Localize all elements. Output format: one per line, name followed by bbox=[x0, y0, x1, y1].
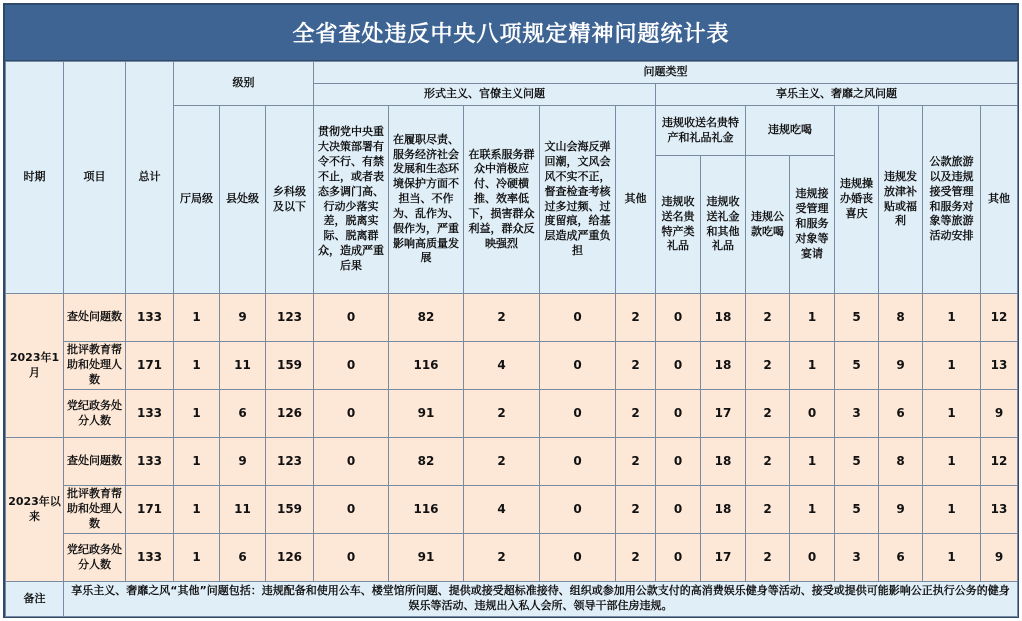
header-formalism-other: 其他 bbox=[616, 106, 656, 294]
value-cell: 0 bbox=[540, 534, 616, 582]
header-dining-group: 违规吃喝 bbox=[746, 106, 835, 156]
item-cell: 查处问题数 bbox=[64, 438, 126, 486]
value-cell: 11 bbox=[220, 486, 266, 534]
value-cell: 1 bbox=[923, 390, 981, 438]
value-cell: 133 bbox=[126, 438, 174, 486]
item-cell: 批评教育帮助和处理人数 bbox=[64, 486, 126, 534]
value-cell: 159 bbox=[266, 342, 314, 390]
value-cell: 9 bbox=[879, 486, 923, 534]
header-gift-group: 违规收送名贵特产和礼品礼金 bbox=[656, 106, 746, 156]
header-formalism-col-1: 贯彻党中央重大决策部署有令不行、有禁不止，或者表态多调门高、行动少落实差，脱离实际、脱离群众，造成严重后果 bbox=[314, 106, 389, 294]
period-cell: 2023年1月 bbox=[6, 294, 64, 438]
value-cell: 2 bbox=[616, 486, 656, 534]
value-cell: 6 bbox=[220, 534, 266, 582]
value-cell: 3 bbox=[835, 534, 879, 582]
value-cell: 17 bbox=[701, 534, 746, 582]
value-cell: 8 bbox=[879, 438, 923, 486]
value-cell: 133 bbox=[126, 294, 174, 342]
value-cell: 12 bbox=[981, 438, 1018, 486]
value-cell: 0 bbox=[314, 486, 389, 534]
header-hedonism-travel: 公款旅游以及违规接受管理和服务对象等旅游活动安排 bbox=[923, 106, 981, 294]
value-cell: 82 bbox=[389, 438, 464, 486]
table-row bbox=[6, 534, 1018, 582]
header-gift-money: 违规收送礼金和其他礼品 bbox=[701, 156, 746, 294]
header-dining-public: 违规公款吃喝 bbox=[746, 156, 790, 294]
table-row bbox=[6, 342, 1018, 390]
value-cell: 0 bbox=[540, 486, 616, 534]
value-cell: 5 bbox=[835, 342, 879, 390]
value-cell: 1 bbox=[790, 438, 835, 486]
value-cell: 9 bbox=[981, 534, 1018, 582]
value-cell: 2 bbox=[746, 390, 790, 438]
value-cell: 1 bbox=[174, 390, 220, 438]
value-cell: 171 bbox=[126, 486, 174, 534]
value-cell: 0 bbox=[540, 342, 616, 390]
period-cell: 2023年以来 bbox=[6, 438, 64, 582]
value-cell: 0 bbox=[656, 438, 701, 486]
value-cell: 0 bbox=[656, 486, 701, 534]
table-row bbox=[6, 438, 1018, 486]
header-level-xiang: 乡科级及以下 bbox=[266, 106, 314, 294]
table-row bbox=[6, 294, 1018, 342]
value-cell: 2 bbox=[464, 438, 540, 486]
note-row bbox=[6, 582, 1018, 617]
value-cell: 2 bbox=[464, 294, 540, 342]
value-cell: 8 bbox=[879, 294, 923, 342]
value-cell: 4 bbox=[464, 486, 540, 534]
header-dining-banquet: 违规接受管理和服务对象等宴请 bbox=[790, 156, 835, 294]
header-hedonism-subsidy: 违规发放津补贴或福利 bbox=[879, 106, 923, 294]
value-cell: 2 bbox=[746, 294, 790, 342]
value-cell: 1 bbox=[790, 294, 835, 342]
value-cell: 17 bbox=[701, 390, 746, 438]
table-title: 全省查处违反中央八项规定精神问题统计表 bbox=[5, 5, 1017, 61]
header-level-ting: 厅局级 bbox=[174, 106, 220, 294]
value-cell: 0 bbox=[314, 342, 389, 390]
value-cell: 0 bbox=[314, 294, 389, 342]
value-cell: 0 bbox=[314, 438, 389, 486]
value-cell: 6 bbox=[220, 390, 266, 438]
value-cell: 1 bbox=[174, 486, 220, 534]
item-cell: 批评教育帮助和处理人数 bbox=[64, 342, 126, 390]
value-cell: 5 bbox=[835, 486, 879, 534]
header-formalism-col-4: 文山会海反弹回潮，文风会风不实不正，督查检查考核过多过频、过度留痕，给基层造成严重负担 bbox=[540, 106, 616, 294]
value-cell: 0 bbox=[790, 390, 835, 438]
item-cell: 党纪政务处分人数 bbox=[64, 534, 126, 582]
value-cell: 0 bbox=[656, 534, 701, 582]
value-cell: 133 bbox=[126, 534, 174, 582]
value-cell: 133 bbox=[126, 390, 174, 438]
value-cell: 9 bbox=[879, 342, 923, 390]
value-cell: 0 bbox=[314, 390, 389, 438]
value-cell: 91 bbox=[389, 390, 464, 438]
header-formalism-col-3: 在联系服务群众中消极应付、冷硬横推、效率低下，损害群众利益，群众反映强烈 bbox=[464, 106, 540, 294]
value-cell: 2 bbox=[746, 438, 790, 486]
header-row-1 bbox=[6, 62, 1018, 84]
value-cell: 2 bbox=[616, 534, 656, 582]
value-cell: 123 bbox=[266, 294, 314, 342]
value-cell: 6 bbox=[879, 390, 923, 438]
header-level: 级别 bbox=[174, 62, 314, 106]
note-text: 享乐主义、奢靡之风“其他”问题包括：违规配备和使用公车、楼堂馆所问题、提供或接受超标准接待、组织或参加用公款支付的高消费娱乐健身等活动、接受或提供可能影响公正执行公务的健身娱乐等活动、违规出入私人会所、领导干部住房违规。 bbox=[64, 582, 1018, 617]
value-cell: 18 bbox=[701, 438, 746, 486]
item-cell: 党纪政务处分人数 bbox=[64, 390, 126, 438]
header-formalism-group: 形式主义、官僚主义问题 bbox=[314, 84, 656, 106]
value-cell: 18 bbox=[701, 294, 746, 342]
value-cell: 0 bbox=[656, 390, 701, 438]
value-cell: 2 bbox=[746, 486, 790, 534]
item-cell: 查处问题数 bbox=[64, 294, 126, 342]
value-cell: 1 bbox=[174, 534, 220, 582]
value-cell: 1 bbox=[923, 294, 981, 342]
value-cell: 0 bbox=[540, 294, 616, 342]
header-issue-type: 问题类型 bbox=[314, 62, 1018, 84]
value-cell: 1 bbox=[923, 486, 981, 534]
value-cell: 12 bbox=[981, 294, 1018, 342]
value-cell: 116 bbox=[389, 342, 464, 390]
value-cell: 5 bbox=[835, 438, 879, 486]
value-cell: 5 bbox=[835, 294, 879, 342]
value-cell: 2 bbox=[464, 534, 540, 582]
header-level-xian: 县处级 bbox=[220, 106, 266, 294]
header-gift-specialty: 违规收送名贵特产类礼品 bbox=[656, 156, 701, 294]
header-formalism-col-2: 在履职尽责、服务经济社会发展和生态环境保护方面不担当、不作为、乱作为、假作为，严重影响高质量发展 bbox=[389, 106, 464, 294]
value-cell: 1 bbox=[923, 342, 981, 390]
value-cell: 9 bbox=[220, 438, 266, 486]
value-cell: 3 bbox=[835, 390, 879, 438]
value-cell: 18 bbox=[701, 486, 746, 534]
value-cell: 13 bbox=[981, 486, 1018, 534]
value-cell: 13 bbox=[981, 342, 1018, 390]
value-cell: 1 bbox=[923, 438, 981, 486]
value-cell: 1 bbox=[174, 294, 220, 342]
header-hedonism-other: 其他 bbox=[981, 106, 1018, 294]
value-cell: 0 bbox=[314, 534, 389, 582]
table-row bbox=[6, 390, 1018, 438]
value-cell: 4 bbox=[464, 342, 540, 390]
value-cell: 2 bbox=[746, 534, 790, 582]
value-cell: 11 bbox=[220, 342, 266, 390]
statistics-table-frame bbox=[3, 3, 1019, 618]
value-cell: 0 bbox=[540, 438, 616, 486]
value-cell: 1 bbox=[174, 438, 220, 486]
header-hedonism-wedding: 违规操办婚丧喜庆 bbox=[835, 106, 879, 294]
value-cell: 0 bbox=[656, 294, 701, 342]
value-cell: 91 bbox=[389, 534, 464, 582]
header-hedonism-group: 享乐主义、奢靡之风问题 bbox=[656, 84, 1018, 106]
value-cell: 2 bbox=[464, 390, 540, 438]
value-cell: 116 bbox=[389, 486, 464, 534]
value-cell: 2 bbox=[616, 342, 656, 390]
value-cell: 9 bbox=[220, 294, 266, 342]
statistics-table bbox=[5, 61, 1018, 617]
value-cell: 0 bbox=[540, 390, 616, 438]
header-total: 总计 bbox=[126, 62, 174, 294]
value-cell: 6 bbox=[879, 534, 923, 582]
value-cell: 9 bbox=[981, 390, 1018, 438]
value-cell: 123 bbox=[266, 438, 314, 486]
value-cell: 1 bbox=[923, 534, 981, 582]
value-cell: 126 bbox=[266, 534, 314, 582]
value-cell: 82 bbox=[389, 294, 464, 342]
value-cell: 0 bbox=[790, 534, 835, 582]
value-cell: 2 bbox=[616, 390, 656, 438]
note-label: 备注 bbox=[6, 582, 64, 617]
value-cell: 1 bbox=[790, 486, 835, 534]
value-cell: 1 bbox=[174, 342, 220, 390]
value-cell: 2 bbox=[616, 438, 656, 486]
header-period: 时期 bbox=[6, 62, 64, 294]
value-cell: 0 bbox=[656, 342, 701, 390]
value-cell: 18 bbox=[701, 342, 746, 390]
value-cell: 159 bbox=[266, 486, 314, 534]
value-cell: 2 bbox=[746, 342, 790, 390]
value-cell: 126 bbox=[266, 390, 314, 438]
value-cell: 1 bbox=[790, 342, 835, 390]
header-item: 项目 bbox=[64, 62, 126, 294]
table-row bbox=[6, 486, 1018, 534]
value-cell: 2 bbox=[616, 294, 656, 342]
value-cell: 171 bbox=[126, 342, 174, 390]
